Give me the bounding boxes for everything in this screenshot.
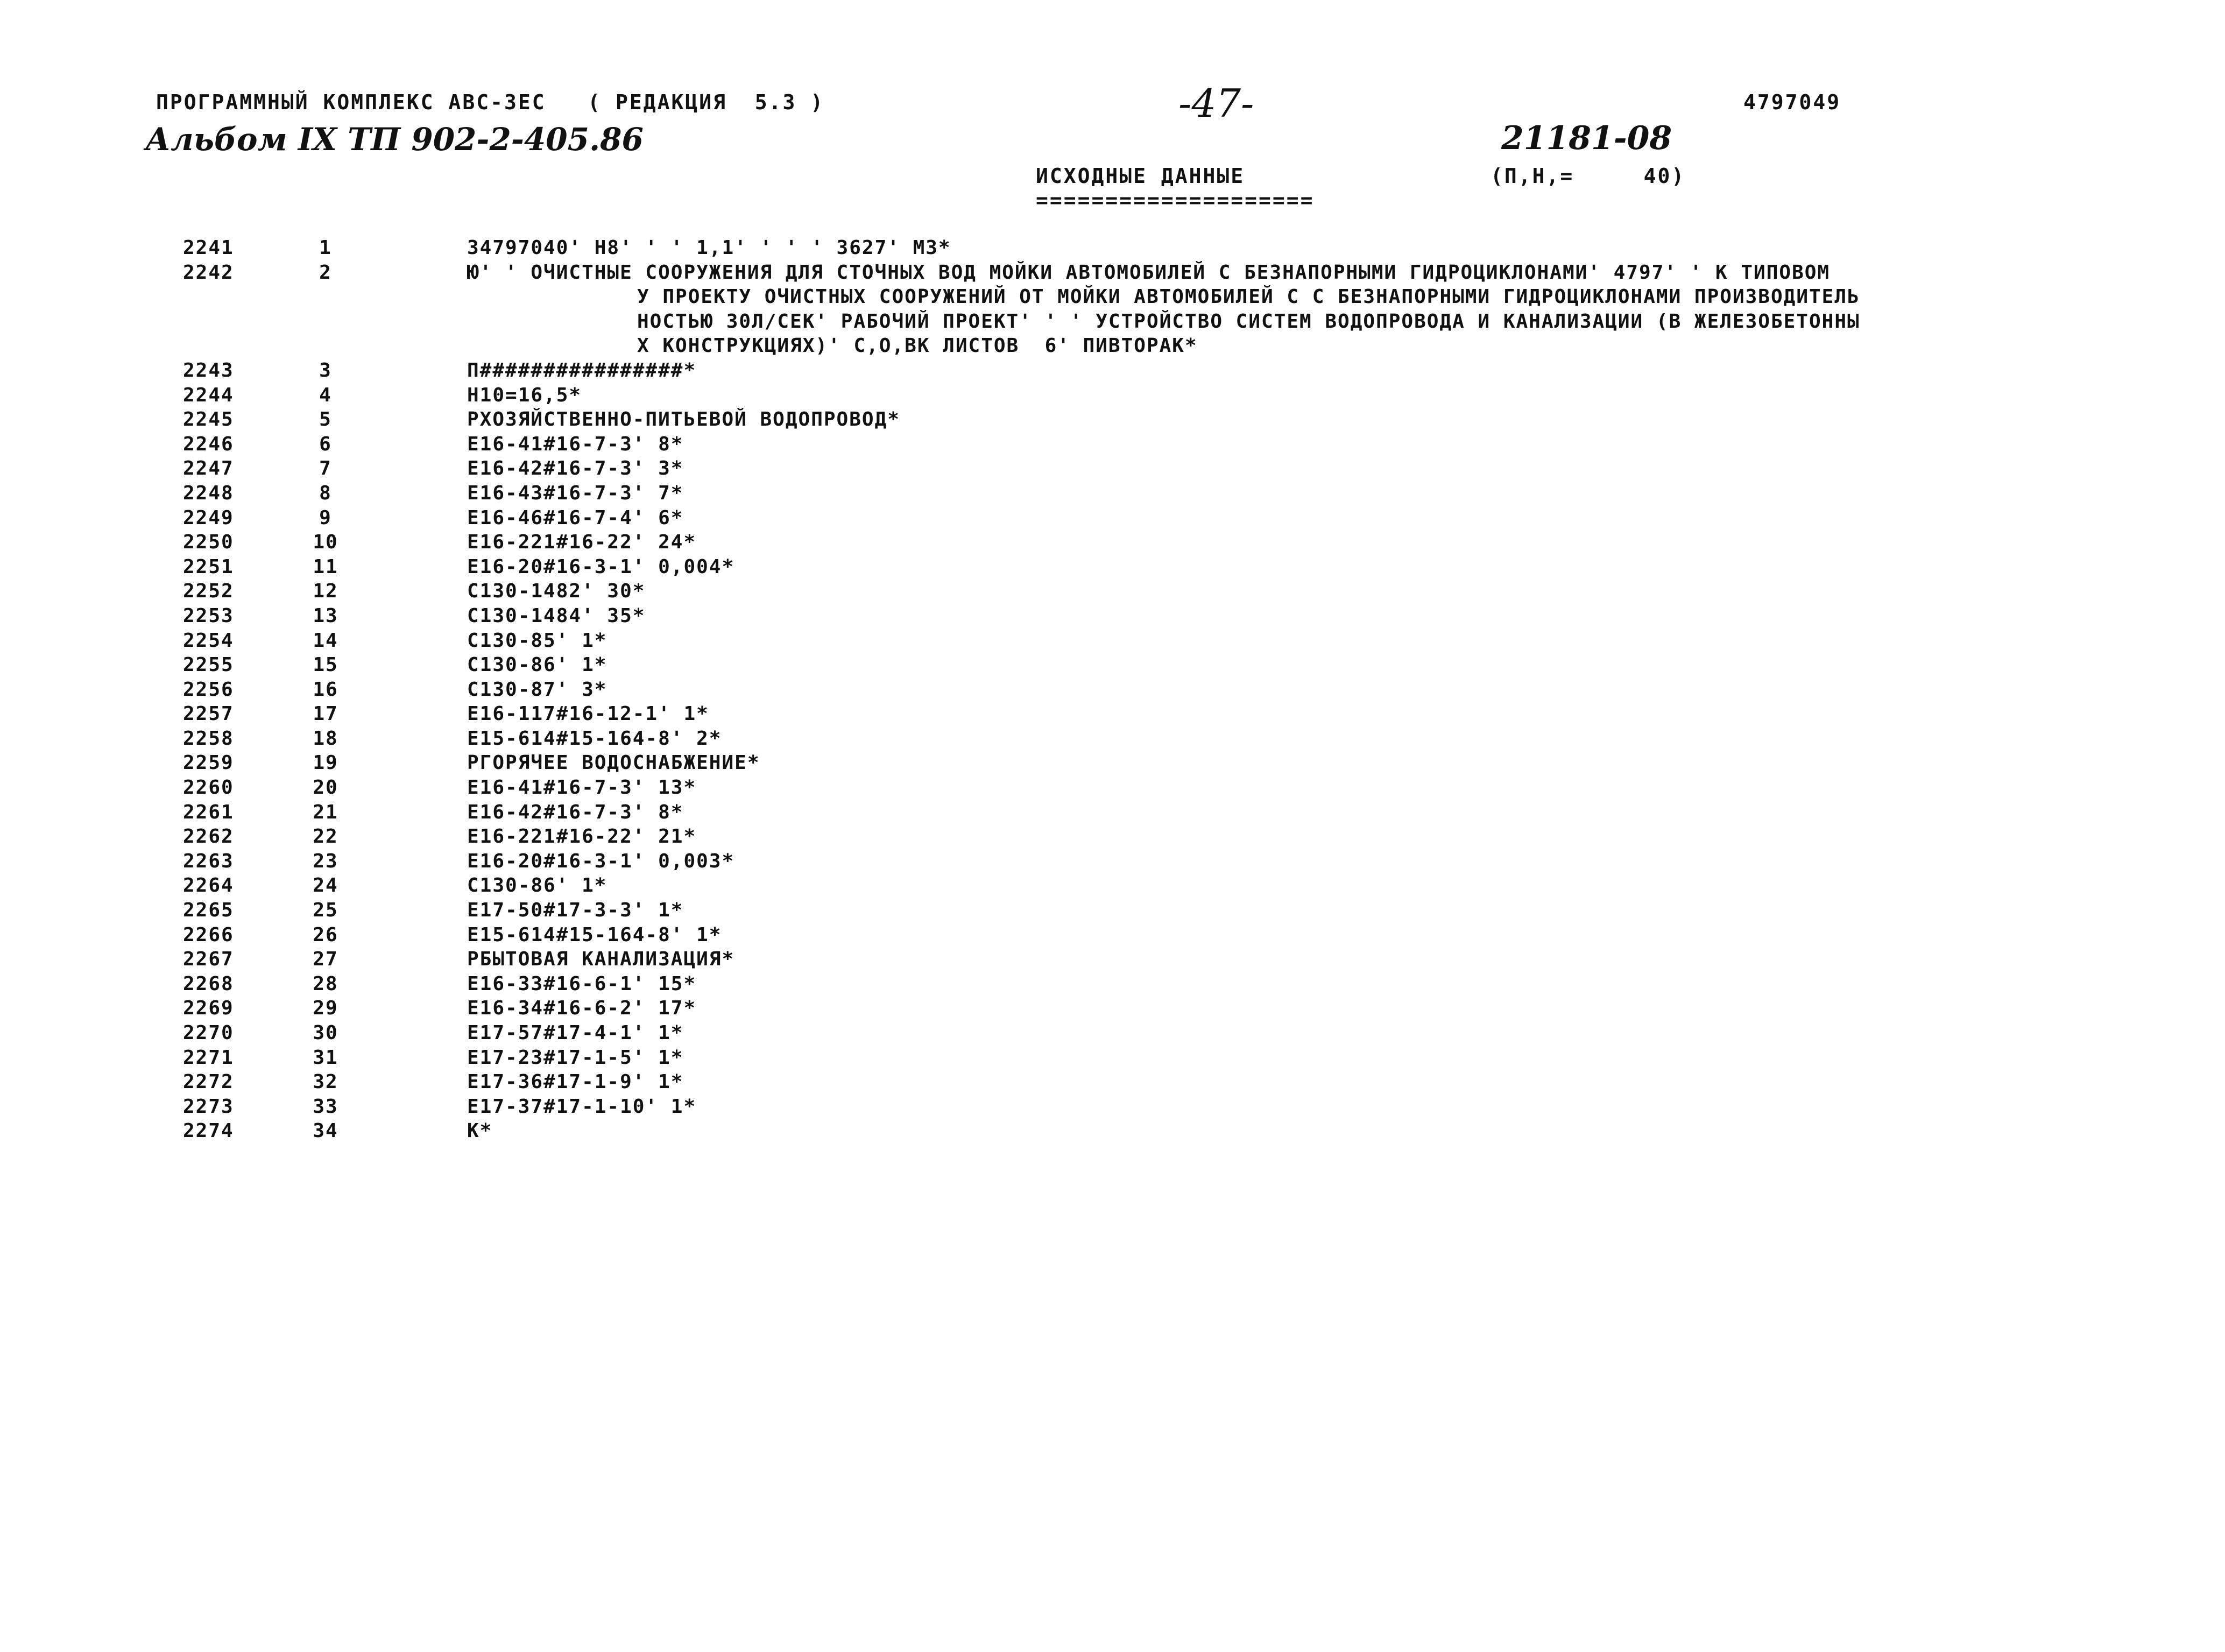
line-number: 2261 bbox=[183, 801, 234, 823]
page-number: -47- bbox=[1178, 81, 1254, 126]
record-number: 30 bbox=[313, 1022, 338, 1044]
record-text bbox=[467, 408, 2081, 433]
record-text bbox=[467, 973, 2081, 998]
record-number: 14 bbox=[313, 629, 338, 652]
record-text bbox=[467, 825, 2081, 850]
record-text-line: Е16-41#16-7-3' 13* bbox=[467, 776, 697, 799]
record-number: 29 bbox=[313, 997, 338, 1020]
line-number: 2264 bbox=[183, 874, 234, 897]
record-text bbox=[467, 1120, 2081, 1145]
line-number: 2250 bbox=[183, 531, 234, 554]
record-text-line: Е16-221#16-22' 21* bbox=[467, 825, 697, 848]
record-text-line: Е15-614#15-164-8' 2* bbox=[467, 727, 722, 750]
line-number: 2270 bbox=[183, 1022, 234, 1044]
line-number: 2256 bbox=[183, 678, 234, 701]
record-text bbox=[467, 531, 2081, 556]
record-text bbox=[467, 801, 2081, 826]
record-text bbox=[467, 433, 2081, 458]
line-number: 2274 bbox=[183, 1120, 234, 1142]
record-text-line: 34797040' Н8' ' ' 1,1' ' ' ' 3627' М3* bbox=[467, 237, 951, 259]
record-number: 26 bbox=[313, 923, 338, 946]
record-text-line: Е17-23#17-1-5' 1* bbox=[467, 1046, 684, 1069]
record-text bbox=[467, 924, 2081, 949]
record-text bbox=[467, 237, 2081, 262]
line-number: 2243 bbox=[183, 359, 234, 382]
record-text-line: Н10=16,5* bbox=[467, 384, 582, 406]
record-number: 33 bbox=[313, 1095, 338, 1118]
record-text bbox=[467, 580, 2081, 605]
record-number: 16 bbox=[313, 678, 338, 701]
record-number: 3 bbox=[319, 359, 332, 382]
line-number: 2249 bbox=[183, 506, 234, 529]
record-number: 20 bbox=[313, 776, 338, 799]
line-number: 2251 bbox=[183, 555, 234, 578]
record-text-line: С130-1482' 30* bbox=[467, 580, 646, 603]
line-number: 2241 bbox=[183, 237, 234, 259]
line-number: 2265 bbox=[183, 899, 234, 922]
record-text bbox=[467, 630, 2081, 654]
record-number: 5 bbox=[319, 408, 332, 431]
record-text-line: РГОРЯЧЕЕ ВОДОСНАБЖЕНИЕ* bbox=[467, 752, 760, 774]
record-number: 1 bbox=[319, 237, 332, 259]
record-number: 22 bbox=[313, 825, 338, 848]
record-number: 2 bbox=[319, 261, 332, 284]
record-text bbox=[467, 507, 2081, 532]
record-number: 6 bbox=[319, 433, 332, 455]
record-text bbox=[467, 482, 2081, 507]
record-text bbox=[467, 384, 2081, 409]
record-text-line: НОСТЬЮ 30Л/СЕК' РАБОЧИЙ ПРОЕКТ' ' ' УСТРОЙСТВО СИСТЕМ ВОДОПРОВОДА И КАНАЛИЗАЦИИ (В ЖЕЛЕЗОБЕТОННЫ bbox=[637, 310, 1860, 333]
record-text bbox=[467, 728, 2081, 752]
record-number: 32 bbox=[313, 1071, 338, 1093]
record-text-line: РХОЗЯЙСТВЕННО-ПИТЬЕВОЙ ВОДОПРОВОД* bbox=[467, 408, 900, 431]
section-param: (П,Н,= 40) bbox=[1491, 164, 1686, 188]
line-number: 2245 bbox=[183, 408, 234, 431]
record-text-line: Е15-614#15-164-8' 1* bbox=[467, 923, 722, 946]
record-number: 8 bbox=[319, 482, 332, 504]
line-number: 2260 bbox=[183, 776, 234, 799]
program-header: ПРОГРАММНЫЙ КОМПЛЕКС АВС-ЗЕС ( РЕДАКЦИЯ 5.3 ) bbox=[156, 90, 825, 114]
record-number: 21 bbox=[313, 801, 338, 823]
record-number: 17 bbox=[313, 703, 338, 725]
record-text bbox=[467, 457, 2081, 482]
record-number: 15 bbox=[313, 654, 338, 676]
line-number: 2244 bbox=[183, 384, 234, 406]
record-text-line: Е16-20#16-3-1' 0,004* bbox=[467, 555, 735, 578]
record-number: 13 bbox=[313, 604, 338, 627]
doc-number: 21181-08 bbox=[1501, 119, 1672, 157]
record-number: 19 bbox=[313, 752, 338, 774]
record-text bbox=[467, 262, 2081, 359]
record-text bbox=[467, 654, 2081, 679]
record-number: 10 bbox=[313, 531, 338, 554]
record-text bbox=[467, 359, 2081, 384]
line-number: 2247 bbox=[183, 457, 234, 480]
record-text-line: Е17-37#17-1-10' 1* bbox=[467, 1095, 697, 1118]
record-text-line: Е16-42#16-7-3' 8* bbox=[467, 801, 684, 823]
record-text-line: Е16-43#16-7-3' 7* bbox=[467, 482, 684, 504]
line-number: 2255 bbox=[183, 654, 234, 676]
line-number: 2269 bbox=[183, 997, 234, 1020]
line-number: 2252 bbox=[183, 580, 234, 603]
record-text bbox=[467, 899, 2081, 924]
line-number: 2253 bbox=[183, 604, 234, 627]
record-text-line: С130-86' 1* bbox=[467, 874, 608, 897]
line-number: 2254 bbox=[183, 629, 234, 652]
album-note: Альбом IX ТП 902-2-405.86 bbox=[145, 121, 644, 158]
record-number: 9 bbox=[319, 506, 332, 529]
record-text-line: Е16-20#16-3-1' 0,003* bbox=[467, 850, 735, 872]
record-text-line: РБЫТОВАЯ КАНАЛИЗАЦИЯ* bbox=[467, 948, 735, 971]
record-text bbox=[467, 1022, 2081, 1047]
line-number: 2257 bbox=[183, 703, 234, 725]
record-number: 11 bbox=[313, 555, 338, 578]
line-number: 2259 bbox=[183, 752, 234, 774]
record-text bbox=[467, 1071, 2081, 1096]
record-text bbox=[467, 776, 2081, 801]
record-text-line: Е17-36#17-1-9' 1* bbox=[467, 1071, 684, 1093]
record-number: 7 bbox=[319, 457, 332, 480]
record-text bbox=[467, 605, 2081, 630]
record-number: 12 bbox=[313, 580, 338, 603]
record-text-line: Е16-221#16-22' 24* bbox=[467, 531, 697, 554]
record-number: 25 bbox=[313, 899, 338, 922]
document-code: 4797049 bbox=[1743, 90, 1841, 114]
record-text-line: Е16-46#16-7-4' 6* bbox=[467, 506, 684, 529]
record-text bbox=[467, 556, 2081, 581]
line-number: 2266 bbox=[183, 923, 234, 946]
record-text-line: Х КОНСТРУКЦИЯХ)' С,О,ВК ЛИСТОВ 6' ПИВТОРАК* bbox=[637, 335, 1198, 357]
line-number: 2268 bbox=[183, 972, 234, 995]
line-number: 2262 bbox=[183, 825, 234, 848]
record-text bbox=[467, 874, 2081, 899]
record-number: 34 bbox=[313, 1120, 338, 1142]
line-number: 2272 bbox=[183, 1071, 234, 1093]
record-number: 31 bbox=[313, 1046, 338, 1069]
record-text-line: Е16-41#16-7-3' 8* bbox=[467, 433, 684, 455]
section-title: ИСХОДНЫЕ ДАННЫЕ bbox=[1036, 164, 1245, 188]
record-number: 28 bbox=[313, 972, 338, 995]
line-number: 2248 bbox=[183, 482, 234, 504]
record-text bbox=[467, 1047, 2081, 1071]
record-text-line: С130-87' 3* bbox=[467, 678, 608, 701]
record-text-line: Е16-117#16-12-1' 1* bbox=[467, 703, 709, 725]
record-text-line: С130-85' 1* bbox=[467, 629, 608, 652]
section-underline: ==================== bbox=[1036, 188, 1315, 212]
record-text-line: С130-1484' 35* bbox=[467, 604, 646, 627]
line-number: 2271 bbox=[183, 1046, 234, 1069]
record-number: 18 bbox=[313, 727, 338, 750]
record-text-line: П################* bbox=[467, 359, 697, 382]
line-number: 2273 bbox=[183, 1095, 234, 1118]
line-number: 2242 bbox=[183, 261, 234, 284]
record-text-line: Е16-42#16-7-3' 3* bbox=[467, 457, 684, 480]
record-number: 27 bbox=[313, 948, 338, 971]
line-number: 2263 bbox=[183, 850, 234, 872]
record-number: 23 bbox=[313, 850, 338, 872]
record-text-line: Е17-50#17-3-3' 1* bbox=[467, 899, 684, 922]
record-text-line: Ю' ' ОЧИСТНЫЕ СООРУЖЕНИЯ ДЛЯ СТОЧНЫХ ВОД МОЙКИ АВТОМОБИЛЕЙ С БЕЗНАПОРНЫМИ ГИДРОЦИКЛОНАМИ' 4797' ' К ТИПОВОМ bbox=[467, 261, 1831, 284]
record-text-line: Е16-33#16-6-1' 15* bbox=[467, 972, 697, 995]
record-text bbox=[467, 679, 2081, 703]
record-text bbox=[467, 850, 2081, 875]
line-number: 2246 bbox=[183, 433, 234, 455]
record-text-line: У ПРОЕКТУ ОЧИСТНЫХ СООРУЖЕНИЙ ОТ МОЙКИ АВТОМОБИЛЕЙ С С БЕЗНАПОРНЫМИ ГИДРОЦИКЛОНАМИ ПРОИЗВОДИТЕЛЬ bbox=[637, 286, 1860, 308]
line-number: 2258 bbox=[183, 727, 234, 750]
record-text bbox=[467, 752, 2081, 776]
record-number: 24 bbox=[313, 874, 338, 897]
record-text-line: К* bbox=[467, 1120, 493, 1142]
record-text-line: Е16-34#16-6-2' 17* bbox=[467, 997, 697, 1020]
line-number: 2267 bbox=[183, 948, 234, 971]
record-text-line: Е17-57#17-4-1' 1* bbox=[467, 1022, 684, 1044]
record-text bbox=[467, 948, 2081, 973]
record-number: 4 bbox=[319, 384, 332, 406]
record-text bbox=[467, 1096, 2081, 1120]
record-text bbox=[467, 997, 2081, 1022]
record-text-line: С130-86' 1* bbox=[467, 654, 608, 676]
record-text bbox=[467, 703, 2081, 728]
